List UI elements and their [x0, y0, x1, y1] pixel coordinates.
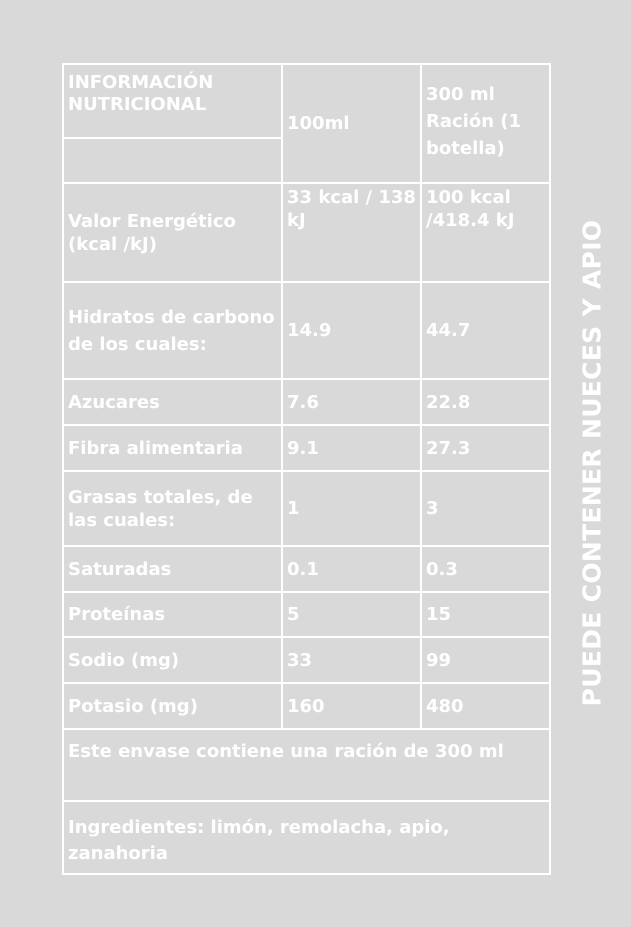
row-value-100ml: 0.1: [287, 558, 319, 580]
row-value-100ml: 33: [287, 649, 313, 671]
nutrition-table: [62, 63, 551, 875]
row-value-portion: 44.7: [426, 320, 471, 341]
row-label: Grasas totales, de las cuales:: [68, 486, 253, 531]
row-label: Hidratos de carbono de los cuales:: [68, 306, 275, 355]
portion-note: Este envase contiene una ración de 300 ml: [68, 741, 504, 762]
header-portion: 300 ml Ración (1 botella): [426, 84, 522, 159]
header-title: INFORMACIÓN NUTRICIONAL: [68, 72, 214, 115]
row-value-portion: 99: [426, 649, 452, 671]
row-label: Valor Energético (kcal /kJ): [68, 210, 236, 255]
row-divider: [64, 800, 549, 802]
row-value-100ml: 1: [287, 498, 300, 519]
row-value-100ml: 33 kcal / 138 kJ: [287, 187, 416, 231]
row-divider: [64, 728, 549, 730]
row-label: Sodio (mg): [68, 649, 180, 671]
row-value-100ml: 5: [287, 604, 300, 625]
row-value-100ml: 14.9: [287, 320, 332, 341]
row-value-portion: 0.3: [426, 558, 458, 580]
row-value-100ml: 9.1: [287, 437, 319, 459]
allergen-warning: PUEDE CONTENER NUECES Y APIO: [577, 219, 607, 707]
row-label: Fibra alimentaria: [68, 437, 243, 459]
row-label: Proteínas: [68, 604, 166, 625]
row-value-100ml: 160: [287, 695, 325, 717]
row-value-100ml: 7.6: [287, 391, 319, 413]
row-value-portion: 3: [426, 498, 439, 519]
row-value-portion: 22.8: [426, 391, 471, 413]
row-value-portion: 480: [426, 695, 464, 717]
row-value-portion: 27.3: [426, 437, 471, 459]
ingredients: Ingredientes: limón, remolacha, apio, zanahoria: [68, 817, 450, 864]
row-label: Saturadas: [68, 558, 172, 580]
row-value-portion: 100 kcal /418.4 kJ: [426, 187, 515, 231]
row-label: Azucares: [68, 391, 160, 413]
row-value-portion: 15: [426, 604, 452, 625]
header-100ml: 100ml: [287, 113, 350, 134]
row-divider: [64, 137, 282, 139]
row-label: Potasio (mg): [68, 695, 198, 717]
